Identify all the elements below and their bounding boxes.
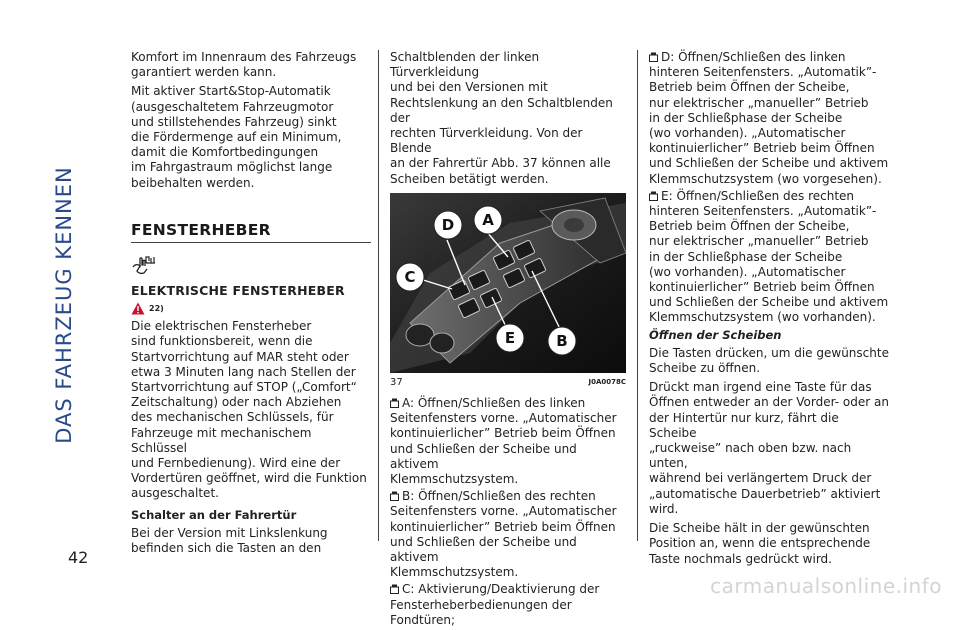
section-heading: FENSTERHEBER xyxy=(131,220,271,239)
bullet-item-c xyxy=(390,582,626,628)
heading-rule xyxy=(131,242,371,243)
paragraph: Bei der Version mit Linkslenkung befinden sich die Tasten an den xyxy=(131,525,328,556)
bullet-text: D: Öffnen/Schließen des linken hinteren Seitenfensters. „Automatik”- Betrieb beim Öffnen der Scheibe, nur elektrischer „manueller” Betrieb in der Schließphase der Scheibe (wo vorhanden). „Automatischer kontinuierlicher” Betrieb beim Öffnen und Schließen der Scheibe und aktivem Klemmschutzsystem (wo vorgesehen). xyxy=(649,50,889,186)
switch-bullet-icon xyxy=(649,51,658,61)
paragraph: Die elektrischen Fensterheber sind funktionsbereit, wenn die Startvorrichtung auf MAR steht oder etwa 3 Minuten lang nach Stellen der Startvorrichtung auf STOP („Comfort“ Zeitschaltung) oder nach Abziehen des mechanischen Schlüssels, für Fahrzeuge mit mechanischem Schlüssel und Fernbedienung). Wird eine der Vordertüren geöffnet, wird die Funktion ausgeschaltet. xyxy=(131,319,367,501)
subsection-heading: ELEKTRISCHE FENSTERHEBER xyxy=(131,283,345,299)
bullet-item-e xyxy=(649,189,889,326)
paragraph: Schaltblenden der linken Türverkleidung und bei den Versionen mit Rechtslenkung an den Schaltblenden der rechten Türverkleidung. Von der Blende an der Fahrertür Abb. 37 können alle Scheiben betätigt werden. xyxy=(390,50,613,186)
bullet-text: B: Öffnen/Schließen des rechten Seitenfensters vorne. „Automatischer kontinuierlicher” Betrieb beim Öffnen und Schließen der Scheibe und aktivem Klemmschutzsystem. xyxy=(390,489,617,580)
switch-bullet-icon xyxy=(390,490,399,500)
switch-bullet-icon xyxy=(649,190,658,200)
bullet-text: E: Öffnen/Schließen des rechten hinteren Seitenfensters. „Automatik”- Betrieb beim Öffnen der Scheibe, nur elektrischer „manueller” Betrieb in der Schließphase der Scheibe (wo vorhanden). „Automatischer kontinuierlicher” Betrieb beim Öffnen und Schließen der Scheibe und aktivem Klemmschutzsystem (wo vorhanden). xyxy=(649,188,889,325)
callout-label: C xyxy=(404,267,416,286)
bullet-text: C: Aktivierung/Deaktivierung der Fensterheberbedienungen der Fondtüren; xyxy=(390,582,600,627)
hand-switch-icon xyxy=(131,255,371,277)
page-number: 42 xyxy=(68,548,89,567)
column-divider-1 xyxy=(378,50,379,541)
switch-bullet-icon xyxy=(390,397,399,407)
warning-triangle-icon xyxy=(131,302,145,315)
callout-label: B xyxy=(556,331,568,350)
bullet-item-d xyxy=(649,50,889,187)
callout-label: E xyxy=(504,328,516,347)
callout-label: A xyxy=(482,210,494,229)
subsection-heading: Öffnen der Scheiben xyxy=(649,327,782,342)
warning-reference xyxy=(131,301,371,315)
paragraph: Die Tasten drücken, um die gewünschte Scheibe zu öffnen. xyxy=(649,345,889,376)
figure-number: 37 xyxy=(390,376,403,388)
callout-label: D xyxy=(441,215,455,234)
section-title-text: DAS FAHRZEUG KENNEN xyxy=(52,166,76,444)
column-3 xyxy=(649,50,889,571)
paragraph: Mit aktiver Start&Stop-Automatik (ausgeschaltetem Fahrzeugmotor und stillstehendes Fahrzeug) sinkt die Fördermenge auf ein Minimum, damit die Komfortbedingungen im Fahrgastraum möglichst lange beibehalten werden. xyxy=(131,84,342,190)
column-1 xyxy=(131,50,371,560)
bullet-item-b xyxy=(390,489,626,580)
watermark: carmanualsonline.info xyxy=(710,574,942,598)
warning-ref-number: 22) xyxy=(149,303,164,313)
bullet-text: A: Öffnen/Schließen des linken Seitenfensters vorne. „Automatischer kontinuierlicher” Betrieb beim Öffnen und Schließen der Scheibe und aktivem Klemmschutzsystem. xyxy=(390,396,617,487)
figure-door-switch-panel xyxy=(390,193,626,373)
switch-bullet-icon xyxy=(390,583,399,593)
paragraph: Komfort im Innenraum des Fahrzeugs garantiert werden kann. xyxy=(131,50,357,80)
figure-code: J0A0078C xyxy=(588,377,626,386)
column-divider-2 xyxy=(637,50,638,541)
subsection-heading-2: Schalter an der Fahrertür xyxy=(131,507,297,522)
figure-caption xyxy=(390,375,626,390)
paragraph: Drückt man irgend eine Taste für das Öffnen entweder an der Vorder- oder an der Hintertür nur kurz, fährt die Scheibe „ruckweise” nach oben bzw. nach unten, während bei verlängertem Druck der „automatische Dauerbetrieb” aktiviert wird. xyxy=(649,380,889,516)
bullet-item-a xyxy=(390,396,626,487)
door-panel-photo xyxy=(390,193,626,373)
paragraph: Die Scheibe hält in der gewünschten Position an, wenn die entsprechende Taste nochmals gedrückt wird. xyxy=(649,521,871,566)
column-2 xyxy=(390,50,626,630)
